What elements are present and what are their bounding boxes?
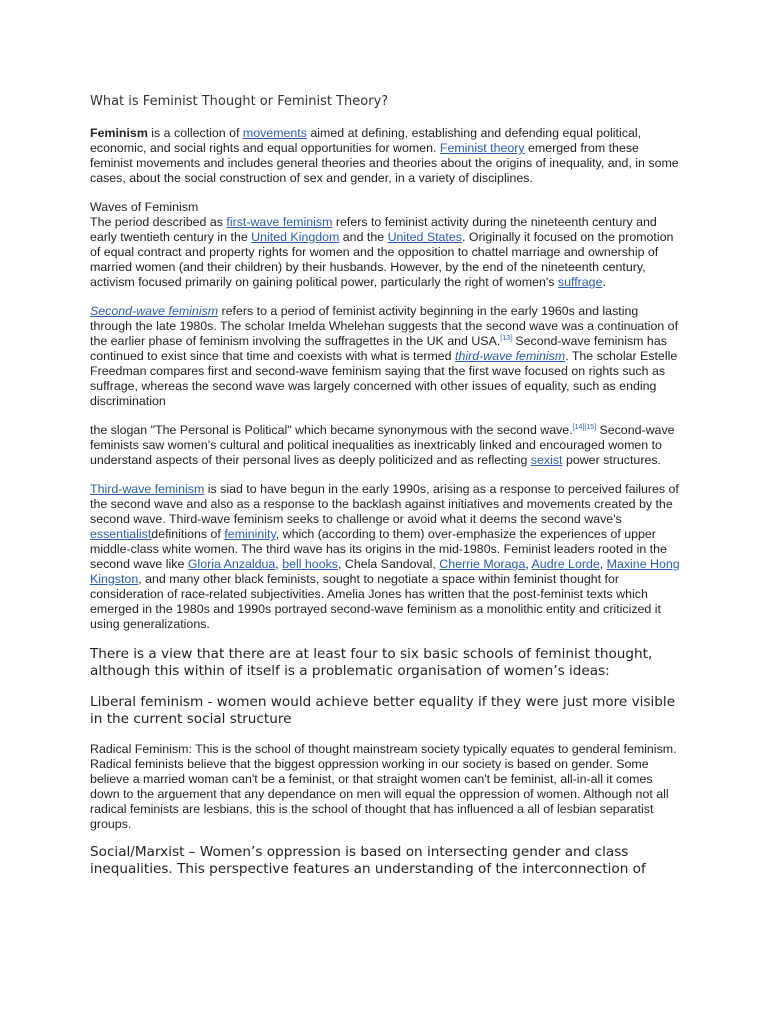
text-span: Second-wave feminism has continued to exist since that time and coexists with what is termed	[90, 334, 667, 363]
link-maxine-hong-kingston[interactable]: Maxine Hong Kingston	[90, 557, 680, 586]
link-femininity[interactable]: femininity	[224, 527, 276, 541]
paragraph-second-wave	[90, 304, 682, 409]
text-span: ,	[599, 557, 607, 571]
paragraph-first-wave	[90, 215, 682, 290]
text-span: emerged from these feminist movements and includes general theories and theories about the origins of inequality, and, in some cases, about the social construction of sex and gender, in a variety of disciplines.	[90, 141, 679, 185]
link-bell-hooks[interactable]: bell hooks	[282, 557, 338, 571]
text-span: the slogan "The Personal is Political" which became synonymous with the second wave.	[90, 423, 573, 437]
text-span: definitions of	[151, 527, 225, 541]
link-first-wave-feminism[interactable]: first-wave feminism	[226, 215, 333, 229]
link-cherrie-moraga[interactable]: Cherrie Moraga	[439, 557, 526, 571]
paragraph-radical-feminism: Radical Feminism: This is the school of thought mainstream society typically equates to genderal feminism. Radical feminists believe that the biggest oppression working in our society is based on gender. Some believe a married woman can't be a feminist, or that straight women can't be feminist, all-in-all it comes down to the arguement that any dependance on men will equal the oppression of women. Although not all radical feminists are lesbians, this is the school of thought that has influenced a all of lesbian separatist groups.	[90, 742, 677, 831]
text-span: refers to a period of feminist activity beginning in the early 1960s and lasting through the late 1980s. The scholar Imelda Whelehan suggests that the second wave was a continuation of the earlier phase of feminism involving the suffragettes in the UK and USA.	[90, 304, 679, 348]
section-heading-waves: Waves of Feminism	[90, 200, 199, 214]
text-span: , which (according to them) over-emphasize the experiences of upper middle-class white women. The third wave has its origins in the mid-1980s. Feminist leaders rooted in the second wave like	[90, 527, 667, 571]
document-body	[90, 94, 682, 878]
text-span: Second-wave feminists saw women's cultural and political inequalities as inextricably linked and encouraged women to understand aspects of their personal lives as deeply politicized and as reflecting	[90, 423, 675, 467]
text-span: . Originally it focused on the promotion of equal contract and property rights for women and the opposition to chattel marriage and ownership of married women (and their children) by their husbands. However, by the end of the nineteenth century, activism focused primarily on gaining political power, particularly the right of women's	[90, 230, 674, 289]
paragraph-personal-political	[90, 423, 682, 468]
link-united-states[interactable]: United States	[387, 230, 462, 244]
link-third-wave-feminism[interactable]: third-wave feminism	[455, 349, 566, 363]
reference-14-15[interactable]: [14][15]	[572, 423, 597, 431]
link-gloria-anzaldua[interactable]: Gloria Anzaldua	[187, 557, 276, 571]
paragraph-social-marxist: Social/Marxist – Women’s oppression is based on intersecting gender and class inequalities. This perspective features an understanding of the interconnection of	[90, 844, 646, 877]
paragraph-third-wave	[90, 482, 682, 632]
link-movements[interactable]: movements	[242, 126, 307, 140]
link-second-wave-feminism[interactable]: Second-wave feminism	[90, 304, 219, 318]
text-span: ,	[525, 557, 532, 571]
text-span: refers to feminist activity during the nineteenth century and early twentieth century in the	[90, 215, 657, 244]
link-essentialist[interactable]: essentialist	[90, 527, 152, 541]
text-span: aimed at defining, establishing and defending equal political, economic, and social rights and equal opportunities for women.	[90, 126, 642, 155]
text-span: .	[602, 275, 606, 289]
document-title: What is Feminist Thought or Feminist Theory?	[90, 94, 389, 109]
paragraph-liberal-feminism: Liberal feminism - women would achieve better equality if they were just more visible in the current social structure	[90, 694, 676, 727]
link-united-kingdom[interactable]: United Kingdom	[251, 230, 340, 244]
text-span: power structures.	[562, 453, 661, 467]
text-span: . The scholar Estelle Freedman compares first and second-wave feminism saying that the first wave focused on rights such as suffrage, whereas the second wave was largely concerned with other issues of equality, such as ending discrimination	[90, 349, 678, 408]
reference-13[interactable]: [13]	[500, 334, 512, 342]
paragraph-feminism-definition	[90, 126, 682, 186]
text-span: , and many other black feminists, sought to negotiate a space within feminist thought for consideration of race-related subjectivities. Amelia Jones has written that the post-feminist texts which emerged in the 1980s and 1990s portrayed second-wave feminism as a monolithic entity and criticized it using generalizations.	[90, 572, 661, 631]
link-audre-lorde[interactable]: Audre Lorde	[531, 557, 600, 571]
text-span: is a collection of	[147, 126, 243, 140]
text-span: ,	[275, 557, 283, 571]
link-third-wave-feminism-2[interactable]: Third-wave feminism	[90, 482, 205, 496]
term-feminism: Feminism	[90, 126, 148, 140]
text-span: and the	[339, 230, 388, 244]
paragraph-schools-intro: There is a view that there are at least four to six basic schools of feminist thought, although this within of itself is a problematic organisation of women’s ideas:	[90, 646, 653, 679]
link-feminist-theory[interactable]: Feminist theory	[439, 141, 525, 155]
text-span: , Chela Sandoval,	[337, 557, 440, 571]
link-suffrage[interactable]: suffrage	[557, 275, 603, 289]
text-span: The period described as	[90, 215, 227, 229]
text-span: is siad to have begun in the early 1990s, arising as a response to perceived failures of the second wave and also as a response to the backlash against initiatives and movements created by the second wave. Third-wave feminism seeks to challenge or avoid what it deems the second wave's	[90, 482, 679, 526]
link-sexist[interactable]: sexist	[530, 453, 563, 467]
